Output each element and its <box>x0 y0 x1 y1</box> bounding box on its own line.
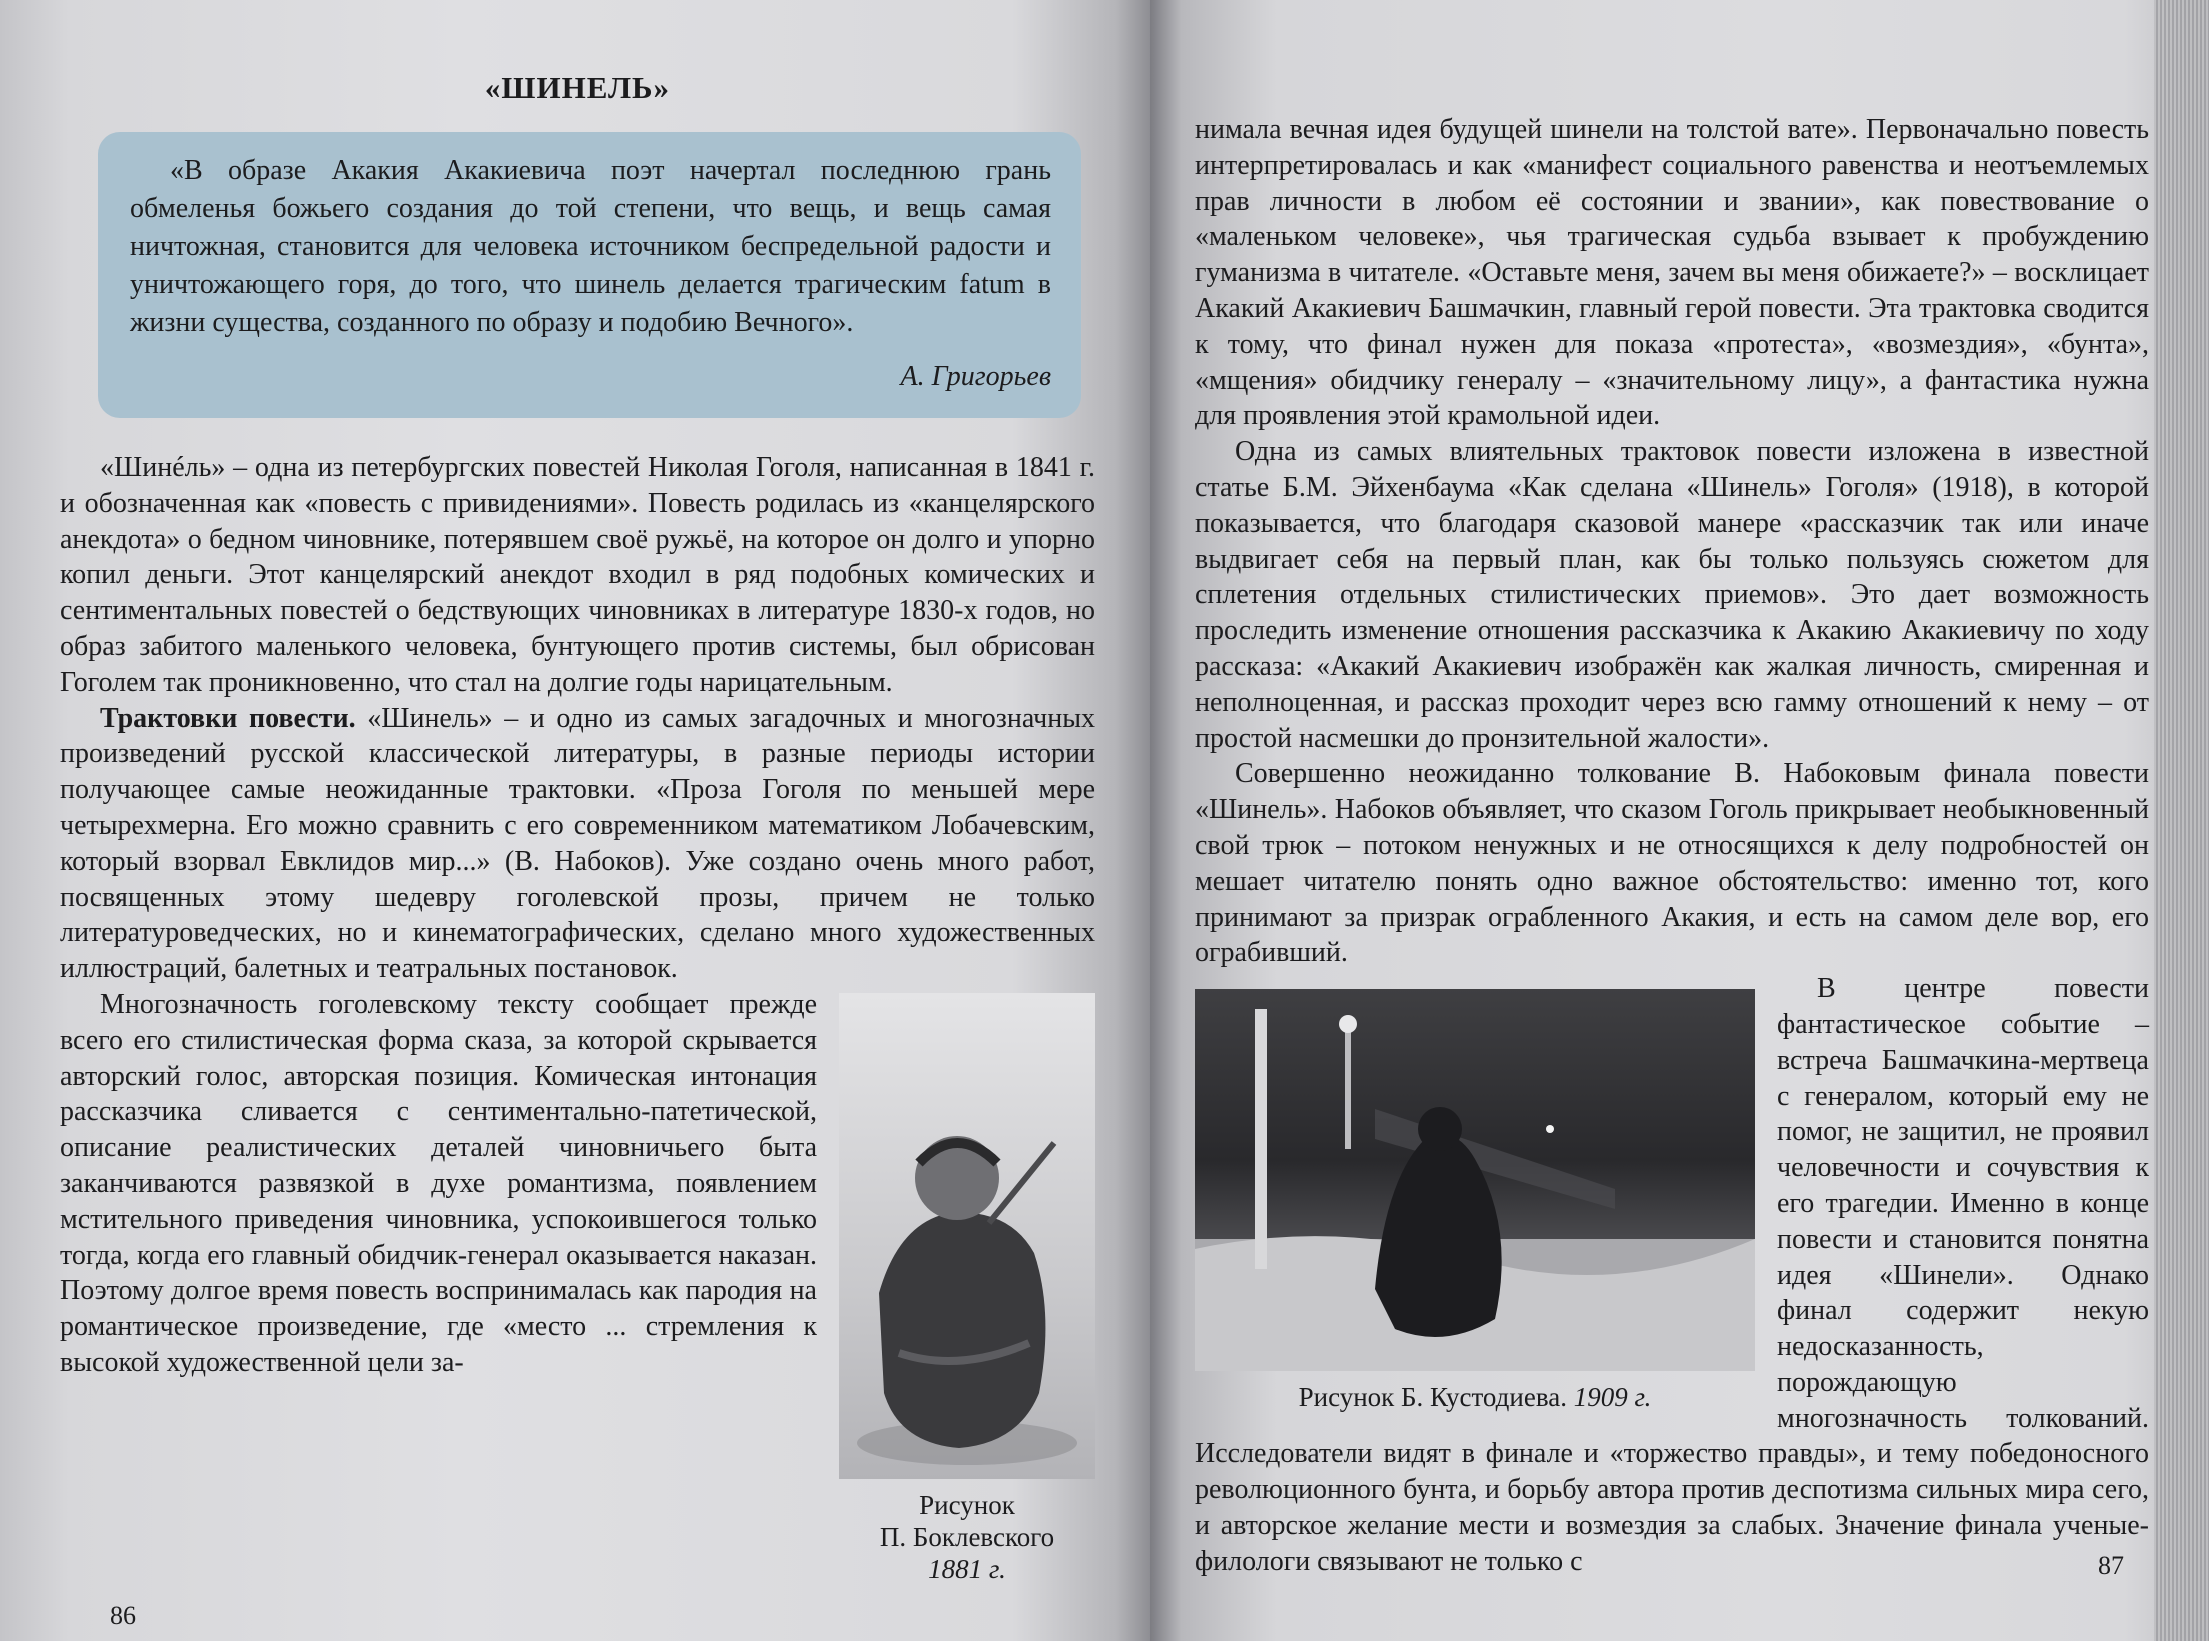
epigraph-box <box>98 132 1081 418</box>
chapter-title: «ШИНЕЛЬ» <box>484 70 671 105</box>
right-text <box>1195 112 2149 1580</box>
nabokov-paragraph: Совершенно неожиданно толкование В. Набоковым финала повести «Шинель». Набоков объявляет, что сказом Гоголь прикрывает необыкновенный свой трюк – потоком ненужных и не относящихся к делу подробностей он мешает читателю понять одно важное обстоятельство: именно тот, кого принимают за призрак ограбленного Акакия, и есть на самом деле вор, его ограбивший. <box>1195 758 2149 969</box>
kustodiev-caption <box>1195 1381 1755 1413</box>
kustodiev-illustration <box>1195 989 1755 1371</box>
page-edge <box>2154 0 2209 1641</box>
section-text: «Шинель» – и одно из самых загадочных и многозначных произведений русской классической литературы, в разные периоды истории получающее самые неожиданные трактовки. «Проза Гоголя по меньшей мере четырехмерна. Его можно сравнить с его современником математиком Лобачевским, который взорвал Евклидов мир...» (В. Набоков). Уже создано очень много работ, посвященных этому шедевру гоголевской прозы, причем не только литературоведческих, но и кинематографических, сделано много художественных иллюстраций, балетных и театральных постановок. <box>60 702 1096 985</box>
seated-man-illustration <box>839 993 1095 1479</box>
page-number-left: 86 <box>110 1601 136 1630</box>
interpretations-paragraph <box>60 701 1095 987</box>
kustodiev-figure <box>1195 989 1755 1413</box>
finale-paragraph: В центре повести фантастическое событие – встреча Башмачкина-мертвеца с генералом, который ему не помог, не защитил, не проявил человечности и сочувствия к его трагедии. Именно в конце повести и становится понятна идея «Шинели». Однако финал содержит некую недосказанность, порождающую многозначность толкований. Исследователи видят в финале и «торжество правды», и тему победоносного революционного бунта, и борьбу автора против деспотизма сильных мира сего, и авторское желание мести и возмездия за слабых. Значение финала ученые-филологи связывают не только с <box>1195 973 2149 1577</box>
kustodiev-caption-text: Рисунок Б. Кустодиева. <box>1298 1382 1567 1413</box>
caption-line-1: Рисунок <box>919 1489 1015 1520</box>
continuation-paragraph: нимала вечная идея будущей шинели на толстой вате». Первоначально повесть интерпретировалась и как «манифест социального равенства и неотъемлемых прав личности в любом её состоянии и звании», как повествование о «маленьком человеке», чья трагическая судьба взывает к пробуждению гуманизма в читателе. «Оставьте меня, зачем вы меня обижаете?» – восклицает Акакий Акакиевич Башмачкин, главный герой повести. Эта трактовка сводится к тому, что финал нужен для показа «протеста», «возмездия», «бунта», «мщения» обидчику генералу – «значительному лицу», а фантастика нужна для проявления этой крамольной идеи. <box>1195 114 2149 432</box>
page-number-right: 87 <box>2098 1551 2124 1580</box>
night-street-illustration <box>1195 989 1755 1371</box>
ambiguity-paragraph: Многозначность гоголевскому тексту сообщает прежде всего его стилистическая форма сказа, за которой скрывается авторский голос, авторская позиция. Комическая интонация рассказчика сливается с сентиментально-патетической, описание реалистических деталей чиновничьего быта заканчиваются развязкой в духе романтизма, появлением мстительного приведения чиновника, успокоившегося только тогда, когда его главный обидчик-генерал оказывается наказан. Поэтому долгое время повесть воспринималась как пародия на романтическое произведение, где «место ... стремления к высокой художественной цели за- <box>60 988 817 1378</box>
kustodiev-caption-year: 1909 г. <box>1573 1382 1652 1413</box>
intro-paragraph: «Шинéль» – одна из петербургских повестей Николая Гоголя, написанная в 1841 г. и обозначенная как «повесть с привидениями». Повесть родилась из «канцелярского анекдота» о бедном чиновнике, потерявшем своё ружьё, на которое он долго и упорно копил деньги. Этот канцелярский анекдот входил в ряд подобных комических и сентиментальных повестей о бедствующих чиновниках в литературе 1830-х годов, но образ забитого маленького человека, бунтующего против системы, был обрисован Гоголем так проникновенно, что стал на долгие годы нарицательным. <box>60 452 1095 698</box>
right-page <box>1150 0 2209 1641</box>
section-heading: Трактовки повести. <box>100 702 356 734</box>
epigraph-text: «В образе Акакия Акакиевича поэт начертал последнюю грань обмеленья божьего создания до той степени, что вещь, и вещь самая ничтожная, становится для человека источником беспредельной радости и уничтожающего горя, до того, что шинель делается трагическим fatum в жизни существа, созданного по образу и подобию Вечного». <box>130 155 1051 338</box>
boklevsky-figure <box>839 993 1095 1585</box>
epigraph-author: А. Григорьев <box>900 361 1051 392</box>
boklevsky-caption <box>839 1489 1095 1585</box>
boklevsky-illustration <box>839 993 1095 1479</box>
caption-year: 1881 г. <box>928 1553 1006 1584</box>
caption-line-2: П. Боклевского <box>879 1521 1055 1552</box>
eichenbaum-paragraph: Одна из самых влиятельных трактовок повести изложена в известной статье Б.М. Эйхенбаума «Как сделана «Шинель» Гоголя» (1918), в которой показывается, что благодаря сказовой манере «рассказчик так или иначе выдвигает себя на первый план, как бы только пользуясь сюжетом для сплетения отдельных стилистических приемов». Это дает возможность проследить изменение отношения рассказчика к Акакию Акакиевичу по ходу рассказа: «Акакий Акакиевич изображён как жалкая личность, смиренная и неполноценная, и рассказ проходит через всю гамму отношений к нему – от простой насмешки до пронзительной жалости». <box>1195 436 2149 754</box>
